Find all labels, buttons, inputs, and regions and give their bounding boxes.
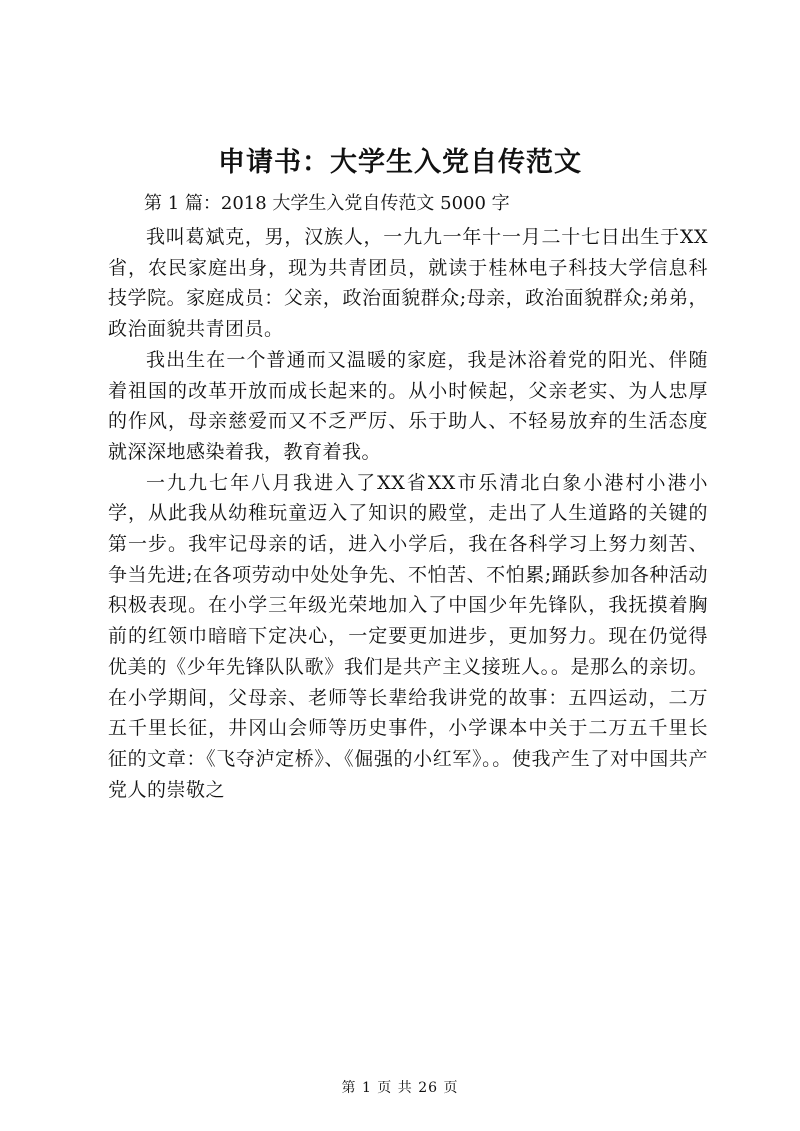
document-title: 申请书：大学生入党自传范文 xyxy=(218,147,582,178)
paragraph-1: 我叫葛斌克，男，汉族人，一九九一年十一月二十七日出生于XX省，农民家庭出身，现为共青团员，就读于桂林电子科技大学信息科技学院。家庭成员：父亲，政治面貌群众;母亲，政治面貌群众;弟弟，政治面貌共青团员。 xyxy=(108,226,708,341)
page-number-footer: 第 1 页 共 26 页 xyxy=(341,1080,459,1096)
document-body xyxy=(108,190,708,805)
paragraph-3: 一九九七年八月我进入了XX省XX市乐清北白象小港村小港小学，从此我从幼稚玩童迈入了知识的殿堂，走出了人生道路的关键的第一步。我牢记母亲的话，进入小学后，我在各科学习上努力刻苦、争当先进;在各项劳动中处处争先、不怕苦、不怕累;踊跃参加各种活动积极表现。在小学三年级光荣地加入了中国少年先锋队，我抚摸着胸前的红领巾暗暗下定决心，一定要更加进步，更加努力。现在仍觉得优美的《少年先锋队队歌》我们是共产主义接班人。。是那么的亲切。在小学期间，父母亲、老师等长辈给我讲党的故事：五四运动，二万五千里长征，井冈山会师等历史事件，小学课本中关于二万五千里长征的文章：《飞夺泸定桥》、《倔强的小红军》。。使我产生了对中国共产党人的崇敬之 xyxy=(108,471,708,801)
paragraph-2: 我出生在一个普通而又温暖的家庭，我是沐浴着党的阳光、伴随着祖国的改革开放而成长起来的。从小时候起，父亲老实、为人忠厚的作风，母亲慈爱而又不乏严厉、乐于助人、不轻易放弃的生活态度就深深地感染着我，教育着我。 xyxy=(108,348,708,463)
section-heading: 第 1 篇：2018 大学生入党自传范文 5000 字 xyxy=(144,193,510,214)
